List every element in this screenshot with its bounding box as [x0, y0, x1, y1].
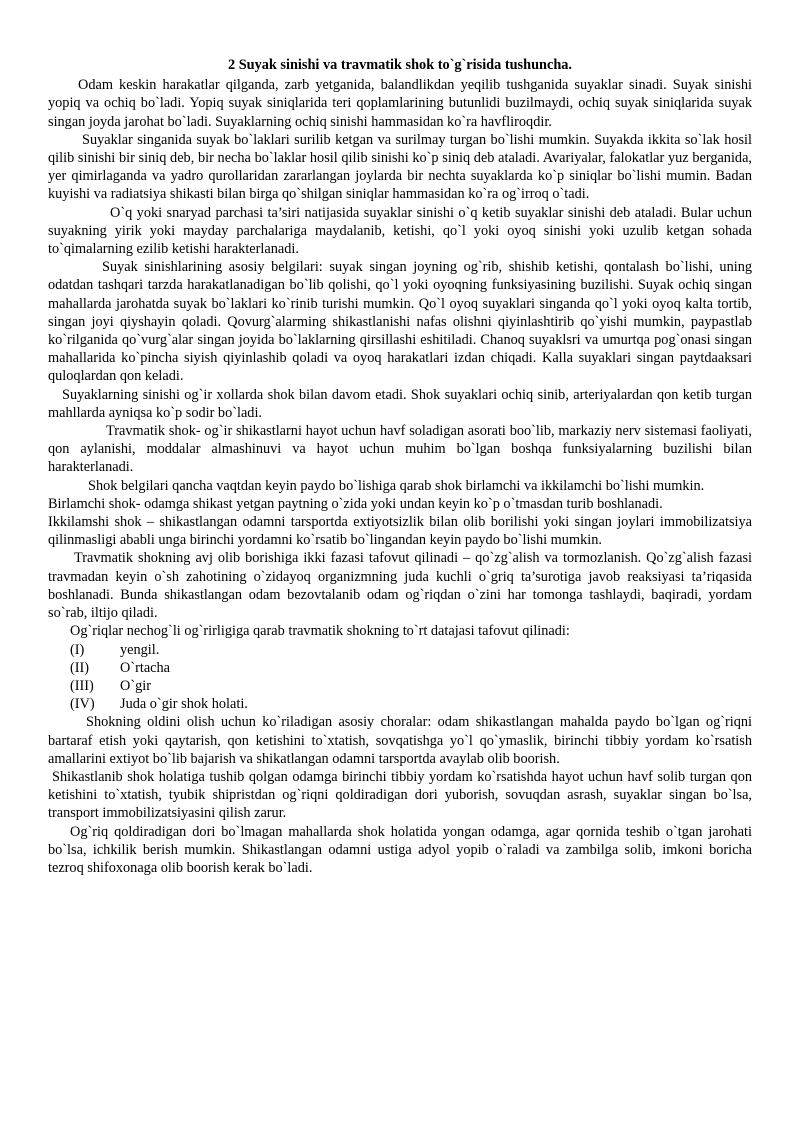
document-page	[48, 56, 752, 877]
paragraph: Travmatik shokning avj olib borishiga ikki fazasi tafovut qilinadi – qo`zg`alish va tormozlanish. Qo`zg`alish fazasi travmadan keyin o`sh zahotining o`zidayoq organizmning juda kuchli o`griq ta’surotiga javob reaksiyasi ta’riqasida boshlanadi. Bunda shikastlangan odam bezovtalanib odam og`riqdan o`zini har tomonga tashlaydi, baqiradi, yordam so`rab, iltijo qiladi.	[48, 550, 752, 622]
list-item-text: O`rtacha	[120, 659, 171, 676]
list-item	[48, 695, 752, 713]
paragraph: Birlamchi shok- odamga shikast yetgan paytning o`zida yoki undan keyin ko`p o`tmasdan turib boshlanadi.	[48, 495, 663, 512]
paragraph: Og`riq qoldiradigan dori bo`lmagan mahallarda shok holatida yongan odamga, agar qornida teshib o`tgan jarohati bo`lsa, ichkilik berish mumkin. Shikastlangan odamni ustiga adyol yopib o`raladi va zambilga solib, imkoni boricha tezroq shifoxonaga olib boorish kerak bo`ladi.	[48, 823, 752, 876]
list-item-number: (II)	[70, 659, 90, 676]
list-item-text: yengil.	[120, 641, 160, 658]
paragraph: Shokning oldini olish uchun ko`riladigan asosiy choralar: odam shikastlangan mahalda paydo bo`lgan og`riqni bartaraf etish yoki qaytarish, qon ketishini to`xtatish, sovqatishga yo`l qo`ymaslik, birinchi tibbiy yordam ko`rsatish amallarini extiyot bo`lib bajarish va shikatlangan odamni tarsportda avaylab olib boorish.	[48, 714, 752, 767]
paragraph: Shikastlanib shok holatiga tushib qolgan odamga birinchi tibbiy yordam ko`rsatishda hayot uchun havf solib turgan qon ketishini to`xtatish, tyubik shipristdan og`riqni qoldiradigan dori yuborish, sovuqdan asrash, suyaklar singan bo`lsa, transport immobilizatsiyasini qilish zarur.	[48, 768, 752, 822]
body-paragraphs	[48, 76, 752, 640]
list-item	[48, 677, 752, 695]
paragraph: Suyaklar singanida suyak bo`laklari surilib ketgan va surilmay turgan bo`lishi mumkin. Suyakda ikkita so`lak hosil qilib sinishi bir siniq deb, bir necha bo`laklar hosil qilib sinishi ko`p siniq deb ataladi. Avariyalar, falokatlar yuz berganida, yer qimirlaganda va yadro qurollaridan zararlangan joylarda bir nechta suyaklarda ko`p siniqlar bo`lishi mumin. Badan kuyishi va radiatsiya shikasti bilan birga qo`shilgan siniqlar hammasidan ko`ra og`irroq o`tadi.	[48, 131, 752, 203]
list-item	[48, 659, 752, 677]
shock-degree-list	[48, 641, 752, 714]
closing-paragraphs	[48, 713, 752, 877]
paragraph: Shok belgilari qancha vaqtdan keyin paydo bo`lishiga qarab shok birlamchi va ikkilamchi bo`lishi mumkin.	[88, 477, 705, 494]
list-item-number: (III)	[70, 677, 94, 694]
paragraph: O`q yoki snaryad parchasi ta’siri natijasida suyaklar sinishi o`q ketib suyaklar sinishi deb ataladi. Bular uchun suyakning yirik yoki mayday parchalariga maydalanib, ketishi, qo`l yoki oyoq sinishi yoki uzulib ketgan sohada to`qimalarning ezilib ketishi harakterlanadi.	[48, 204, 752, 258]
list-item-text: O`gir	[120, 677, 151, 694]
list-item-number: (IV)	[70, 696, 95, 713]
list-item-number: (I)	[70, 641, 85, 658]
list-item-text: Juda o`gir shok holati.	[120, 696, 248, 713]
paragraph: Suyak sinishlarining asosiy belgilari: suyak singan joyning og`rib, shishib ketishi, qontalash bo`lishi, uning odatdan tashqari tarzda harakatlanadigan bo`lib qolishi, qo`l yoki oyoqning funksiyasining buzilishi. Suyak ochiq singan mahallarda jarohatda suyak bo`laklari ko`rinib turishi mumkin. Qo`l oyoq suyaklari singanda qo`l yoki oyoq kalta tortib, singan joyi qiyshayin qoladi. Qovurg`alarming shikastlanishi nafas olishni qiyinlashtirib qo`yishi mumkin, paypastlab ko`rilganida qo`vurg`alar singan joyida bo`laklarning qirsillashi eshitiladi. Chanoq suyaklsri va umurtqa pog`onasi singan mahallarida ko`pincha siyish qiyinlashib qoladi va oyoq harakatlari izdan chiqadi. Kalla suyaklari singan paytdaaksari quloqlardan qon keladi.	[48, 259, 752, 385]
paragraph: Suyaklarning sinishi og`ir xollarda shok bilan davom etadi. Shok suyaklari ochiq sinib, arteriyalardan qon ketib turgan mahllarda ayniqsa ko`p sodir bo`ladi.	[48, 386, 752, 421]
list-item	[48, 641, 752, 659]
paragraph: Odam keskin harakatlar qilganda, zarb yetganida, balandlikdan yeqilib tushganida suyaklar sinadi. Suyak sinishi yopiq va ochiq bo`ladi. Yopiq suyak siniqlarida teri qoplamlarining butunlidi buzilmaydi, ochiq suyak siniqlarida suyak singan joyda jarohat bo`ladi. Suyaklarning ochiq sinishi hammasidan ko`ra havfliroqdir.	[48, 77, 752, 130]
paragraph: Ikkilamshi shok – shikastlangan odamni tarsportda extiyotsizlik bilan olib borilishi yoki singan joylari immobilizatsiya qilinmasligi ababli unga birinchi yordamni ko`rsatib bo`lingandan keyin paydo bo`lishi mumkin.	[48, 514, 752, 549]
page-title: 2 Suyak sinishi va travmatik shok to`g`risida tushuncha.	[227, 57, 572, 73]
paragraph: Travmatik shok- og`ir shikastlarni hayot uchun havf soladigan asorati boo`lib, markaziy nerv sistemasi faoliyati, qon aylanishi, moddalar almashinuvi va hayot uchun muhim bo`lgan boshqa funksiyalarning buzilishi bilan harakterlanadi.	[48, 423, 752, 476]
paragraph: Og`riqlar nechog`li og`rirligiga qarab travmatik shokning to`rt datajasi tafovut qilinadi:	[70, 623, 570, 640]
